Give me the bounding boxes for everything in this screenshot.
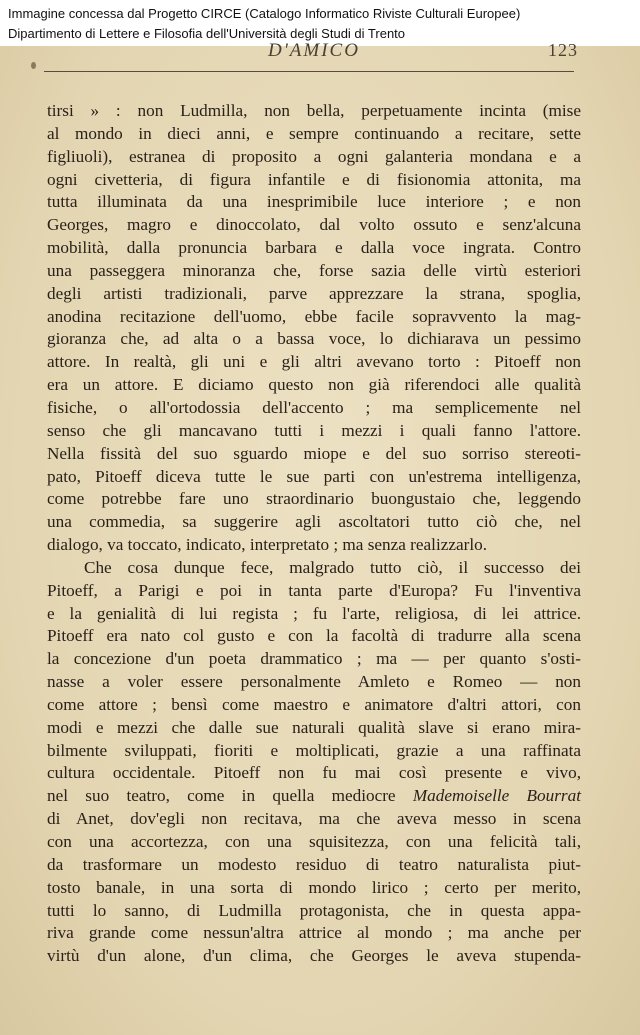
text-line: fisiche, o all'ortodossia dell'accento ; ma semplicemente nel [47, 397, 581, 417]
text-line: di Anet, dov'egli non recitava, ma che aveva messo in scena [47, 809, 581, 829]
text-line: degli artisti tradizionali, parve apprezzare la strana, spoglia, [47, 283, 581, 303]
text-line: tirsi » : non Ludmilla, non bella, perpetuamente incinta (mise [47, 101, 581, 120]
text-line: attore. In realtà, gli uni e gli altri avevano torto : Pitoeff non [47, 352, 581, 372]
italic-play-title: Mademoiselle Bourrat [412, 786, 581, 806]
paper-spot [31, 62, 36, 69]
text-line: con una accortezza, con una squisitezza, con una felicità tali, [47, 832, 581, 851]
banner-line-1: Immagine concessa dal Progetto CIRCE (Catalogo Informatico Riviste Culturali Europee) [8, 6, 521, 21]
text-line: virtù d'un alone, d'un clima, che Georges le aveva stupenda- [47, 946, 581, 966]
text-line: come attore ; bensì come maestro e animatore d'altri attori, con [47, 694, 581, 714]
text-line: modi e mezzi che dalle sue naturali qualità slave si erano mira- [47, 717, 581, 737]
text-line: da trasformare un modesto residuo di teatro naturalista piut- [47, 854, 581, 874]
text-line: una commedia, sa suggerire agli ascoltatori tutto ciò che, nel [47, 512, 581, 532]
text-line: pato, Pitoeff diceva tutte le sue parti con un'estrema intelligenza, [47, 466, 581, 486]
text-line: gioranza che, ad alta o a bassa voce, lo dichiarava un pessimo [47, 329, 581, 349]
text-line: una passeggera minoranza che, forse sazia delle virtù esteriori [47, 260, 581, 280]
text-line: Georges, magro e dinoccolato, dal volto ossuto e senz'alcuna [47, 215, 581, 235]
text-line: tutti lo sanno, di Ludmilla protagonista, che in questa appa- [47, 900, 581, 920]
running-title: D'AMICO [268, 40, 360, 61]
text-line: al mondo in dieci anni, e sempre continuando a recitare, sette [47, 123, 581, 143]
text-line: mobilità, dalla pronuncia barbara e dalla voce ingrata. Contro [47, 238, 581, 258]
text-line: nasse a voler essere personalmente Amleto e Romeo — non [47, 672, 581, 692]
text-line: Nella fissità del suo sguardo miope e del suo sorriso stereoti- [47, 443, 581, 463]
text-line: senso che gli mancavano tutti i mezzi i quali fanno l'attore. [47, 420, 581, 440]
text-line: bilmente sviluppati, fioriti e moltiplicati, grazie a una raffinata [47, 740, 581, 760]
text-line: la concezione d'un poeta drammatico ; ma — per quanto s'osti- [47, 649, 581, 669]
text-line: e la genialità di lui regista ; fu l'arte, religiosa, di lei attrice. [47, 603, 581, 623]
text-line: era un attore. E diciamo questo non già riferendoci alle qualità [47, 375, 581, 395]
running-head [0, 42, 640, 72]
text-line-part: nel suo teatro, come in quella mediocre [47, 786, 396, 806]
page-number: 123 [548, 40, 578, 60]
text-line: figliuoli), estranea di proposito a ogni galanteria mondana e a [47, 146, 581, 166]
banner-line-2: Dipartimento di Lettere e Filosofia dell'Università degli Studi di Trento [8, 26, 406, 41]
text-line: Che cosa dunque fece, malgrado tutto ciò, il successo dei [84, 557, 581, 577]
body-text [47, 100, 581, 968]
text-line: tutta illuminata da una inesprimibile luce interiore ; e non [47, 192, 581, 212]
text-line: cultura occidentale. Pitoeff non fu mai così presente e vivo, [47, 763, 581, 783]
text-line: anodina recitazione dell'uomo, ebbe facile sopravvento la mag- [47, 306, 581, 326]
text-line-with-title [47, 785, 581, 808]
header-rule [44, 71, 574, 72]
text-line: tosto banale, in una sorta di mondo lirico ; certo per merito, [47, 877, 581, 897]
text-line: Pitoeff, a Parigi e poi in tanta parte d'Europa? Fu l'inventiva [47, 580, 581, 600]
text-line: come potrebbe fare uno straordinario buongustaio che, leggendo [47, 489, 581, 509]
text-line: ogni civetteria, di figura infantile e di fisionomia attonita, ma [47, 169, 581, 189]
text-line: dialogo, va toccato, indicato, interpretato ; ma senza realizzarlo. [47, 535, 487, 555]
text-line: riva grande come nessun'altra attrice al mondo ; ma anche per [47, 923, 581, 943]
text-line: Pitoeff era nato col gusto e con la facoltà di tradurre alla scena [47, 626, 581, 646]
